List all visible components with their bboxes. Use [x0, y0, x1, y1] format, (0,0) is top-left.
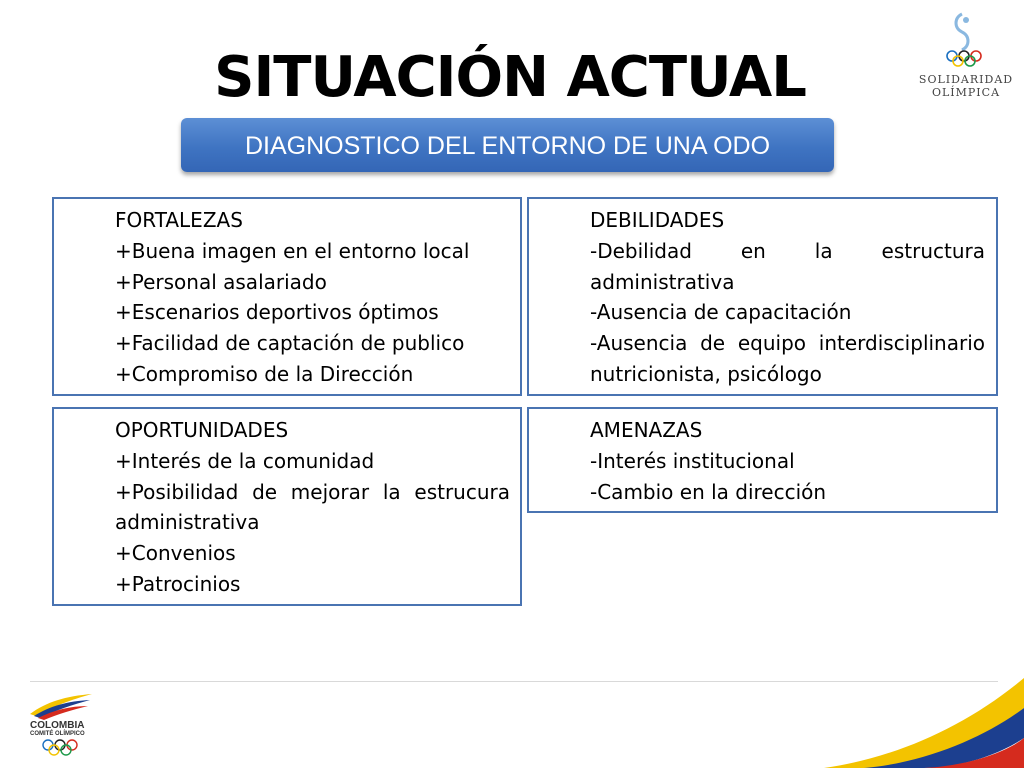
solidaridad-olimpica-icon	[918, 10, 1014, 68]
colombia-flag-swoosh	[824, 658, 1024, 768]
oportunidades-box	[52, 407, 522, 606]
oportunidades-item: +Interés de la comunidad	[115, 448, 375, 473]
debilidades-item: administrativa	[590, 269, 735, 294]
section-banner: DIAGNOSTICO DEL ENTORNO DE UNA ODO	[181, 118, 834, 172]
debilidades-item: -Ausencia de equipo interdisciplinario	[590, 331, 985, 356]
debilidades-box	[527, 197, 998, 396]
fortalezas-item: +Personal asalariado	[115, 269, 327, 294]
logo-bottom-line2: COMITÉ OLÍMPICO	[30, 731, 85, 737]
logo-bottom-line1: COLOMBIA	[30, 720, 85, 731]
amenazas-box	[527, 407, 998, 513]
logo-top-line1: SOLIDARIDAD	[918, 73, 1014, 86]
amenazas-item: -Cambio en la dirección	[590, 479, 827, 504]
fortalezas-heading: FORTALEZAS	[115, 208, 243, 232]
debilidades-heading: DEBILIDADES	[590, 208, 725, 232]
logo-top-line2: OLÍMPICA	[931, 86, 1001, 99]
colombia-flame-icon	[26, 688, 96, 720]
fortalezas-box	[52, 197, 522, 396]
colombia-comite-olimpico-logo	[26, 688, 106, 764]
fortalezas-item: +Buena imagen en el entorno local	[115, 238, 470, 263]
debilidades-item: -Debilidad en la estructura	[590, 238, 985, 263]
olympic-rings-icon	[40, 738, 80, 758]
oportunidades-item: +Posibilidad de mejorar la estrucura	[115, 479, 510, 504]
solidaridad-olimpica-logo	[918, 10, 1014, 106]
oportunidades-item: administrativa	[115, 510, 260, 535]
page-title: SITUACIÓN ACTUAL	[214, 45, 806, 110]
debilidades-item: -Ausencia de capacitación	[590, 300, 852, 325]
amenazas-heading: AMENAZAS	[590, 418, 703, 442]
fortalezas-item: +Facilidad de captación de publico	[115, 331, 465, 356]
fortalezas-item: +Escenarios deportivos óptimos	[115, 300, 439, 325]
oportunidades-item: +Convenios	[115, 541, 236, 566]
oportunidades-item: +Patrocinios	[115, 571, 241, 596]
fortalezas-item: +Compromiso de la Dirección	[115, 361, 414, 386]
amenazas-item: -Interés institucional	[590, 448, 795, 473]
debilidades-item: nutricionista, psicólogo	[590, 361, 822, 386]
oportunidades-heading: OPORTUNIDADES	[115, 418, 289, 442]
